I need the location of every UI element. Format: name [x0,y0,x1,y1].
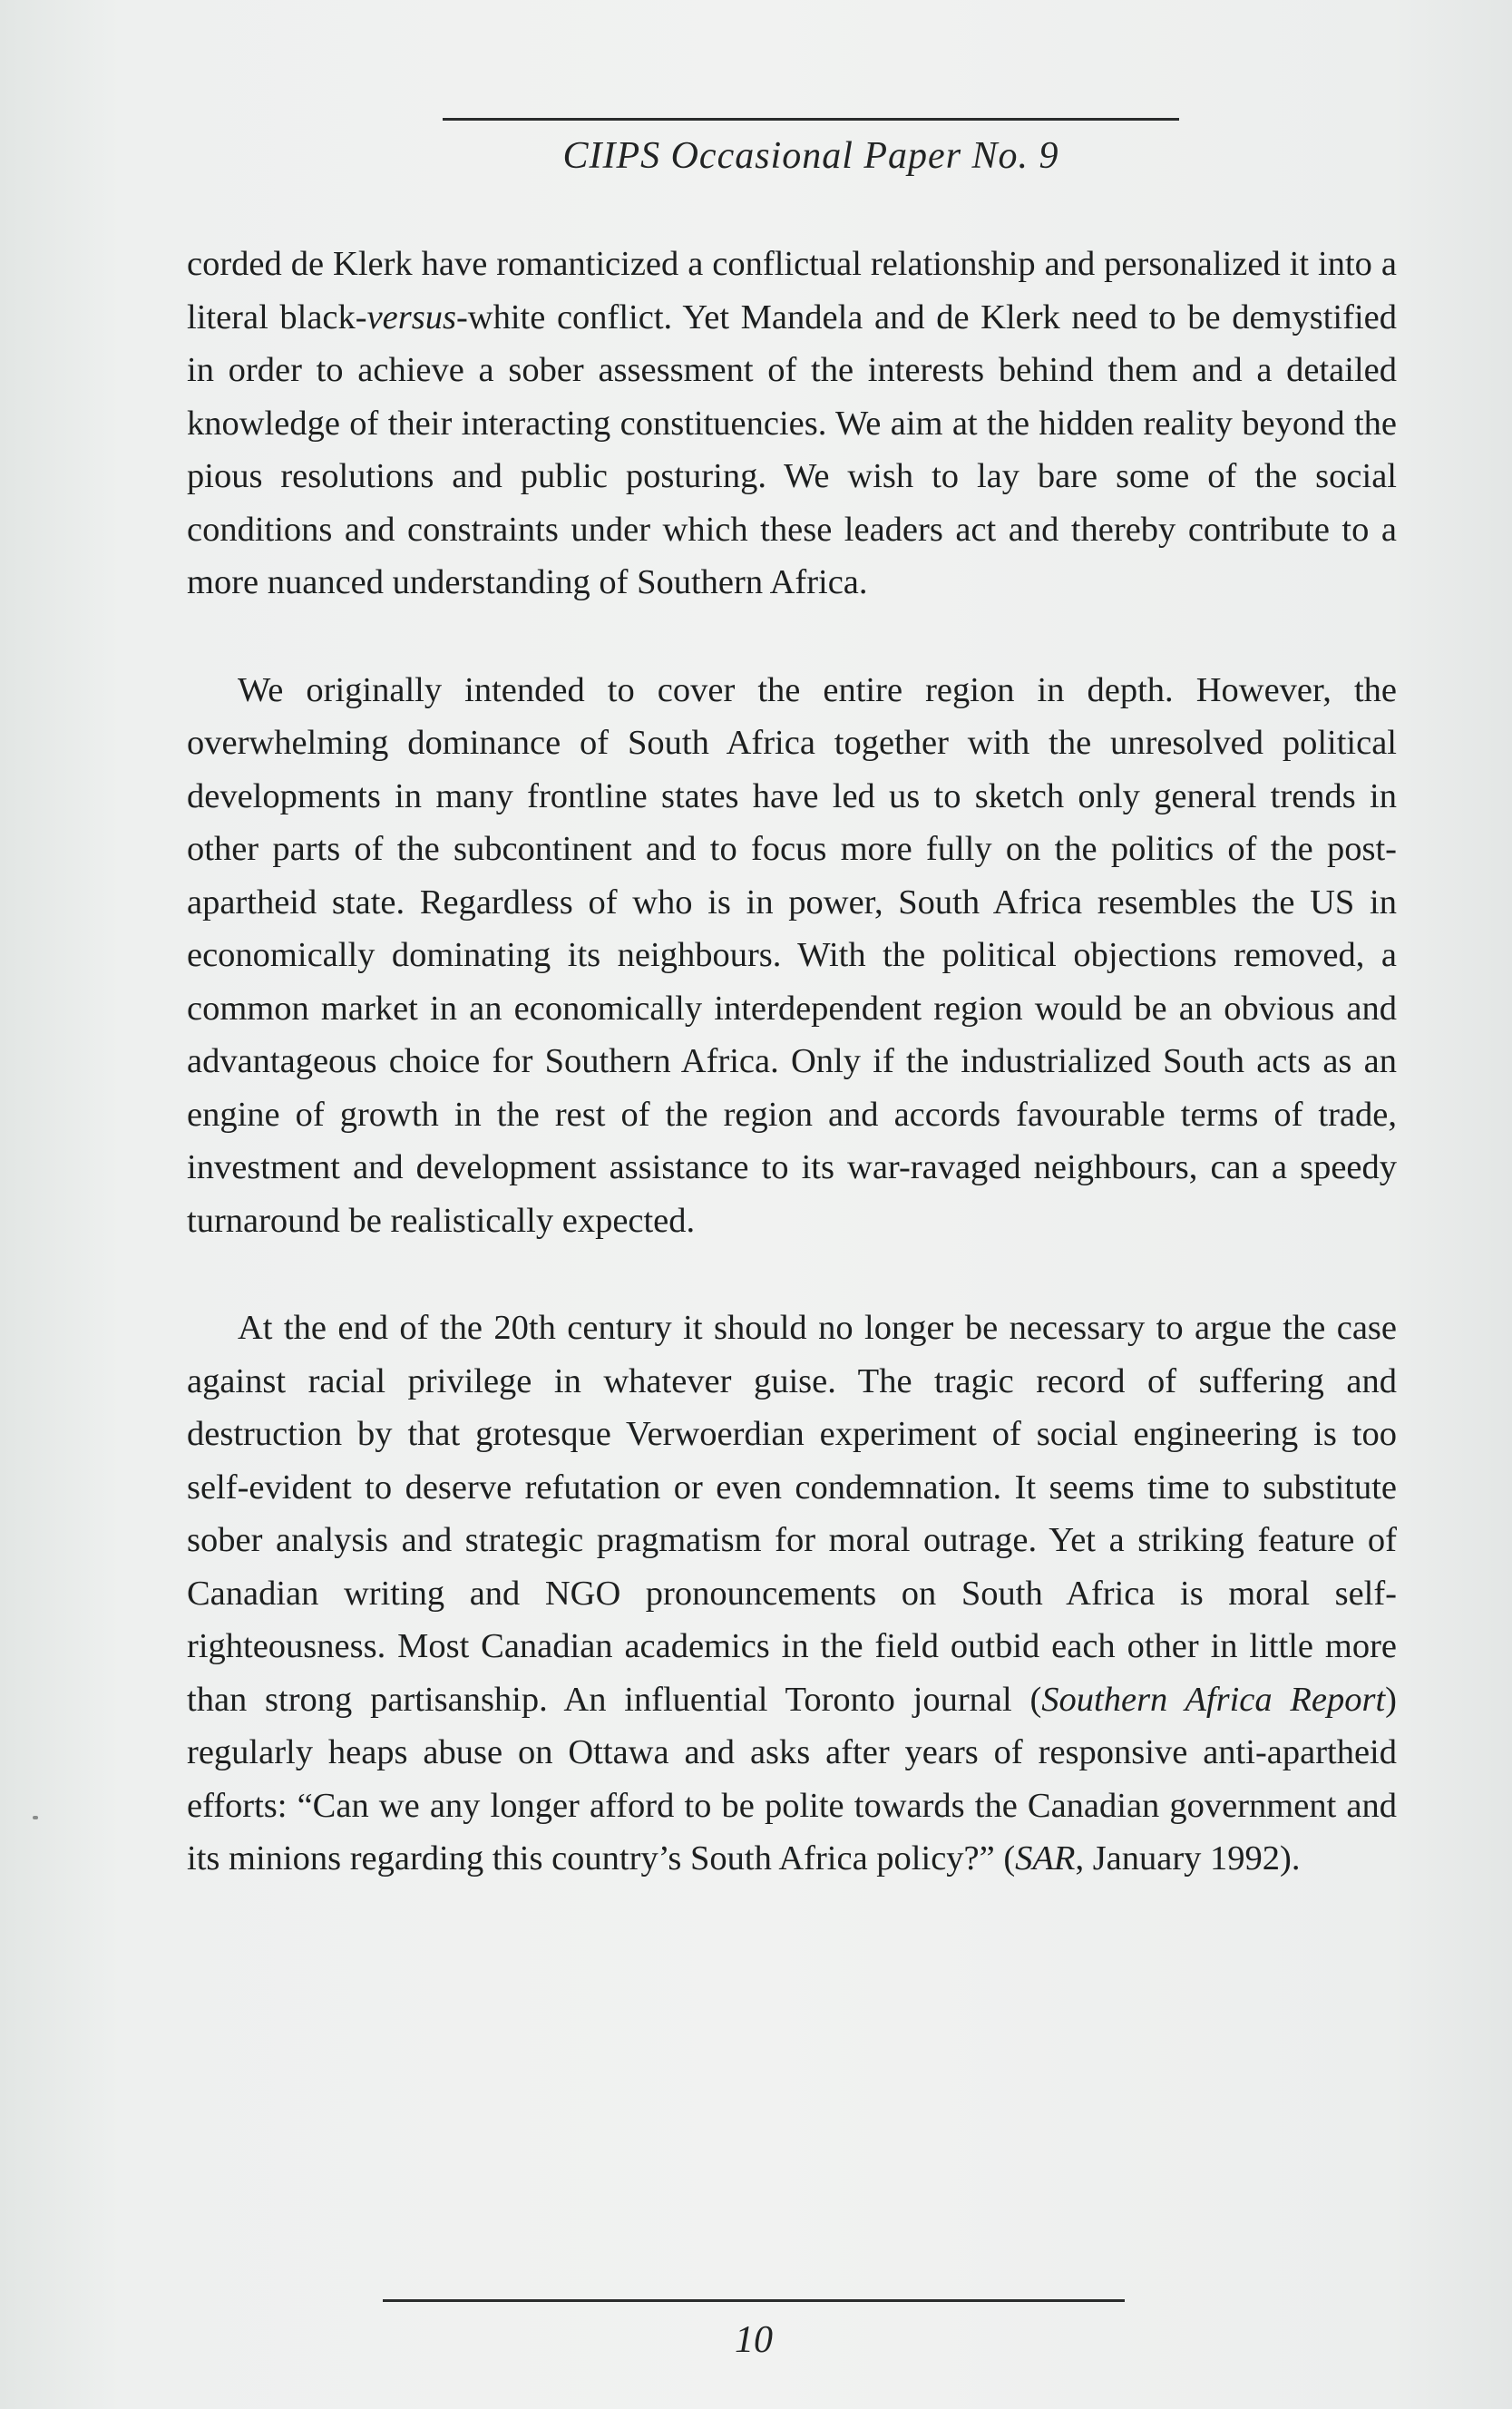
journal-title: Southern Africa Report [1041,1680,1386,1719]
paragraph-1-text-a: corded de Klerk have romanticized a conflictual relationship and personalized it into a literal black- [187,245,1397,336]
paragraph-3-text-b: ) regularly heaps abuse on Ottawa and asks after years of responsive anti-apartheid efforts: “Can we any longer afford to be polite towards the Canadian government and its minions regarding this country’s South Africa policy?” ( [187,1680,1397,1877]
running-head: CIIPS Occasional Paper No. 9 [562,135,1059,177]
header-rule [443,118,1179,121]
paragraph-1-text-b: -white conflict. Yet Mandela and de Klerk need to be demystified in order to achieve a sober assessment of the interests behind them and a detailed knowledge of their interacting constituencies. We aim at the hidden reality beyond the pious resolutions and public posturing. We wish to lay bare some of the social conditions and constraints under which these leaders act and thereby contribute to a more nuanced understanding of Southern Africa. [187,297,1397,601]
paragraph-2: We originally intended to cover the entire region in depth. However, the overwhelming dominance of South Africa together with the unresolved political developments in many frontline states have led us to sketch only general trends in other parts of the subcontinent and to focus more fully on the politics of the post-apartheid state. Regardless of who is in power, South Africa resembles the US in economically dominating its neighbours. With the political objections removed, a common market in an economically interdependent region would be an obvious and advantageous choice for Southern Africa. Only if the industrialized South acts as an engine of growth in the rest of the region and accords favourable terms of trade, investment and development assistance to its war-ravaged neighbours, can a speedy turnaround be realistically expected. [187,670,1397,1240]
paragraph-1 [187,238,1397,610]
margin-speck [33,1816,38,1819]
paragraph-1-emphasis: versus [366,297,456,336]
journal-abbreviation: SAR [1015,1839,1076,1877]
footer-rule [383,2299,1125,2302]
paragraph-3-text-a: At the end of the 20th century it should no longer be necessary to argue the case against racial privilege in whatever guise. The tragic record of suffering and destruction by that grotesque Verwoerdian experiment of social engineering is too self-evident to deserve refutation or even condemnation. It seems time to substitute sober analysis and strategic pragmatism for moral outrage. Yet a striking feature of Canadian writing and NGO pronouncements on South Africa is moral self-righteousness. Most Canadian academics in the field outbid each other in little more than strong partisanship. An influential Toronto journal ( [187,1309,1397,1719]
paragraph-3 [187,1302,1397,1886]
body-text [187,238,1397,1886]
page-number: 10 [735,2319,773,2361]
paragraph-3-text-c: , January 1992). [1075,1839,1301,1877]
